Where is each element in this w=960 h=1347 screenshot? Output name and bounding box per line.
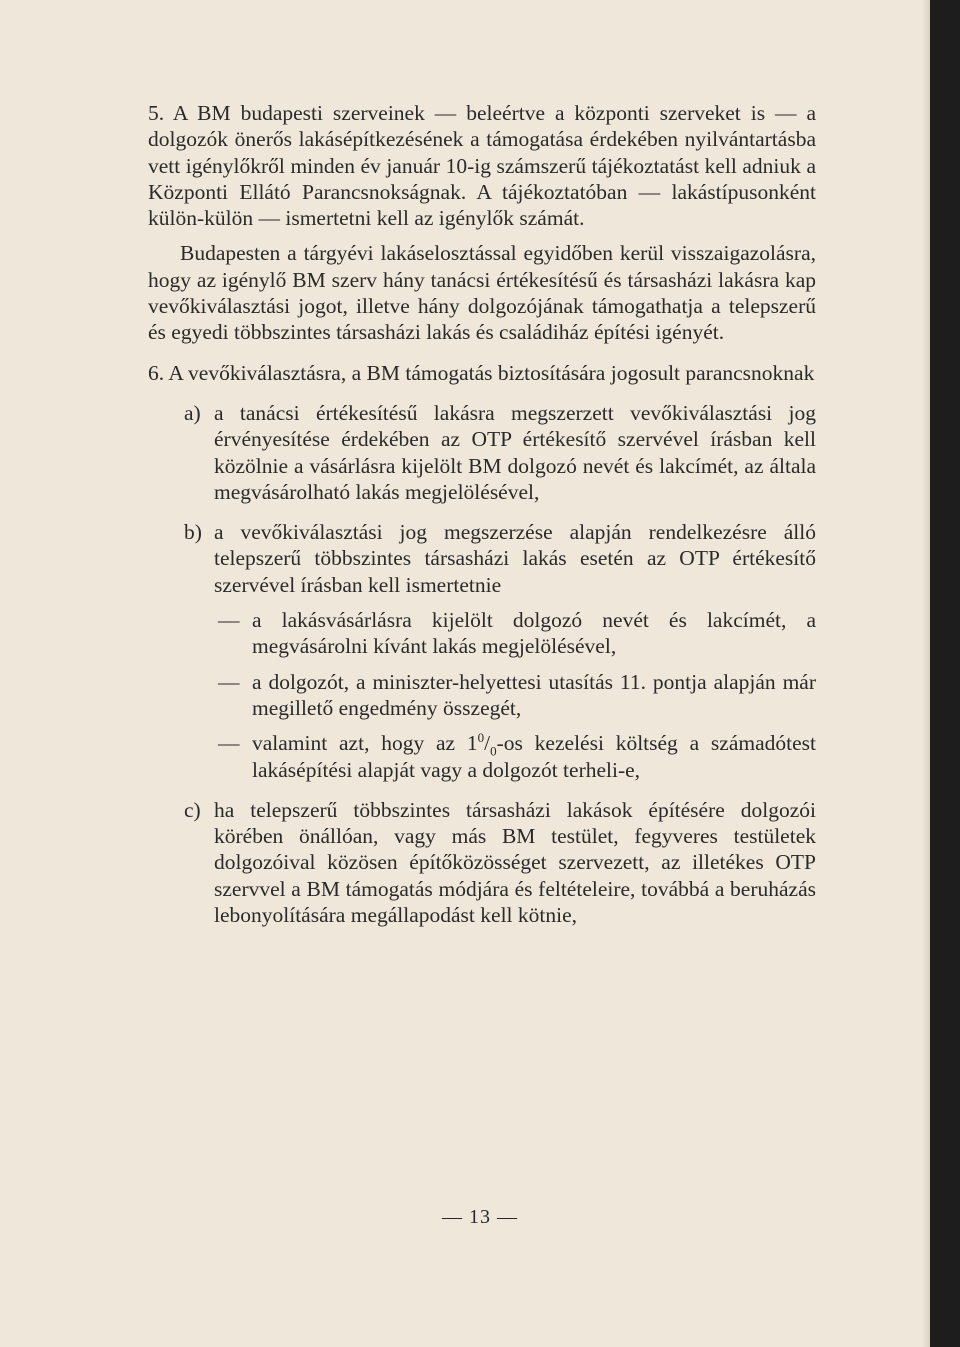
item-b-text: a vevőkiválasztási jog megszerzése alapján rendelkezésre álló telepszerű többszintes társasházi lakás esetén az OTP értékesítő szervével írásban kell ismertetnie bbox=[214, 520, 816, 597]
percent-sup: 0 bbox=[477, 730, 485, 746]
dash-mark: — bbox=[218, 731, 240, 756]
list-item-b bbox=[184, 519, 816, 598]
item-a-text: a tanácsi értékesítésű lakásra megszerzett vevőkiválasztási jog érvényesítése érdekében az OTP értékesítő szervével írásban kell közölnie a vásárlásra kijelölt BM dolgozó nevét és lakcímét, az általa megvásárolható lakás megjelölésével, bbox=[214, 400, 816, 504]
dash-item-3-pre: valamint azt, hogy az 1 bbox=[252, 731, 478, 756]
percent-slash: / bbox=[484, 731, 491, 756]
dash-item-3-text bbox=[252, 730, 816, 783]
section-5-paragraph-1: 5. A BM budapesti szerveinek — beleértve a központi szerveket is — a dolgozók önerős lakásépítkezésének a támogatása érdekében nyilvántartásba vett igénylőkről minden év január 10-ig számszerű tájékoztatást kell adniuk a Központi Ellátó Parancsnokságnak. A tájékoztatóban — lakástípusonként külön-külön — ismertetni kell az igénylők számát. bbox=[148, 101, 816, 231]
section-5-paragraph-2: Budapesten a tárgyévi lakáselosztással egyidőben kerül visszaigazolásra, hogy az igénylő BM szerv hány tanácsi értékesítésű és társasházi lakásra kap vevőkiválasztási jogot, illetve hány dolgozójának támogathatja a telepszerű és egyedi többszintes társasházi lakás és családiház építési igényét. bbox=[148, 241, 816, 345]
document-body bbox=[148, 100, 816, 928]
dash-item-1 bbox=[218, 607, 816, 660]
dash-item-2-text: a dolgozót, a miniszter-helyettesi utasítás 11. pontja alapján már megillető engedmény összegét, bbox=[252, 669, 816, 720]
page-shadow bbox=[922, 0, 930, 1347]
dash-item-2 bbox=[218, 669, 816, 722]
item-c-text: ha telepszerű többszintes társasházi lakások építésére dolgozói körében önállóan, vagy más BM testület, fegyveres testületek dolgozóival közösen építőközösséget szervezett, az illetékes OTP szervvel a BM támogatás módjára és feltételeire, továbbá a beruházás lebonyolítására megállapodást kell kötnie, bbox=[214, 797, 816, 928]
list-item-c bbox=[184, 797, 816, 928]
scan-border bbox=[930, 0, 960, 1347]
dash-item-1-text: a lakásvásárlásra kijelölt dolgozó nevét és lakcímét, a megvásárolni kívánt lakás megjelölésével, bbox=[252, 608, 816, 659]
item-b-label: b) bbox=[184, 520, 202, 545]
item-c-label: c) bbox=[184, 797, 201, 822]
section-6-intro: 6. A vevőkiválasztásra, a BM támogatás biztosítására jogosult parancsnoknak bbox=[148, 360, 815, 385]
item-a-label: a) bbox=[184, 400, 201, 425]
dash-item-3-post: -os kezelési költség a számadótest lakásépítési alapját vagy a dolgozót terheli-e, bbox=[252, 731, 816, 782]
page-number: — 13 — bbox=[442, 1206, 518, 1228]
dash-mark: — bbox=[218, 669, 240, 694]
dash-mark: — bbox=[218, 608, 240, 633]
list-item-a bbox=[184, 400, 816, 505]
percent-sub: 0 bbox=[490, 743, 497, 759]
dash-item-3 bbox=[218, 730, 816, 783]
